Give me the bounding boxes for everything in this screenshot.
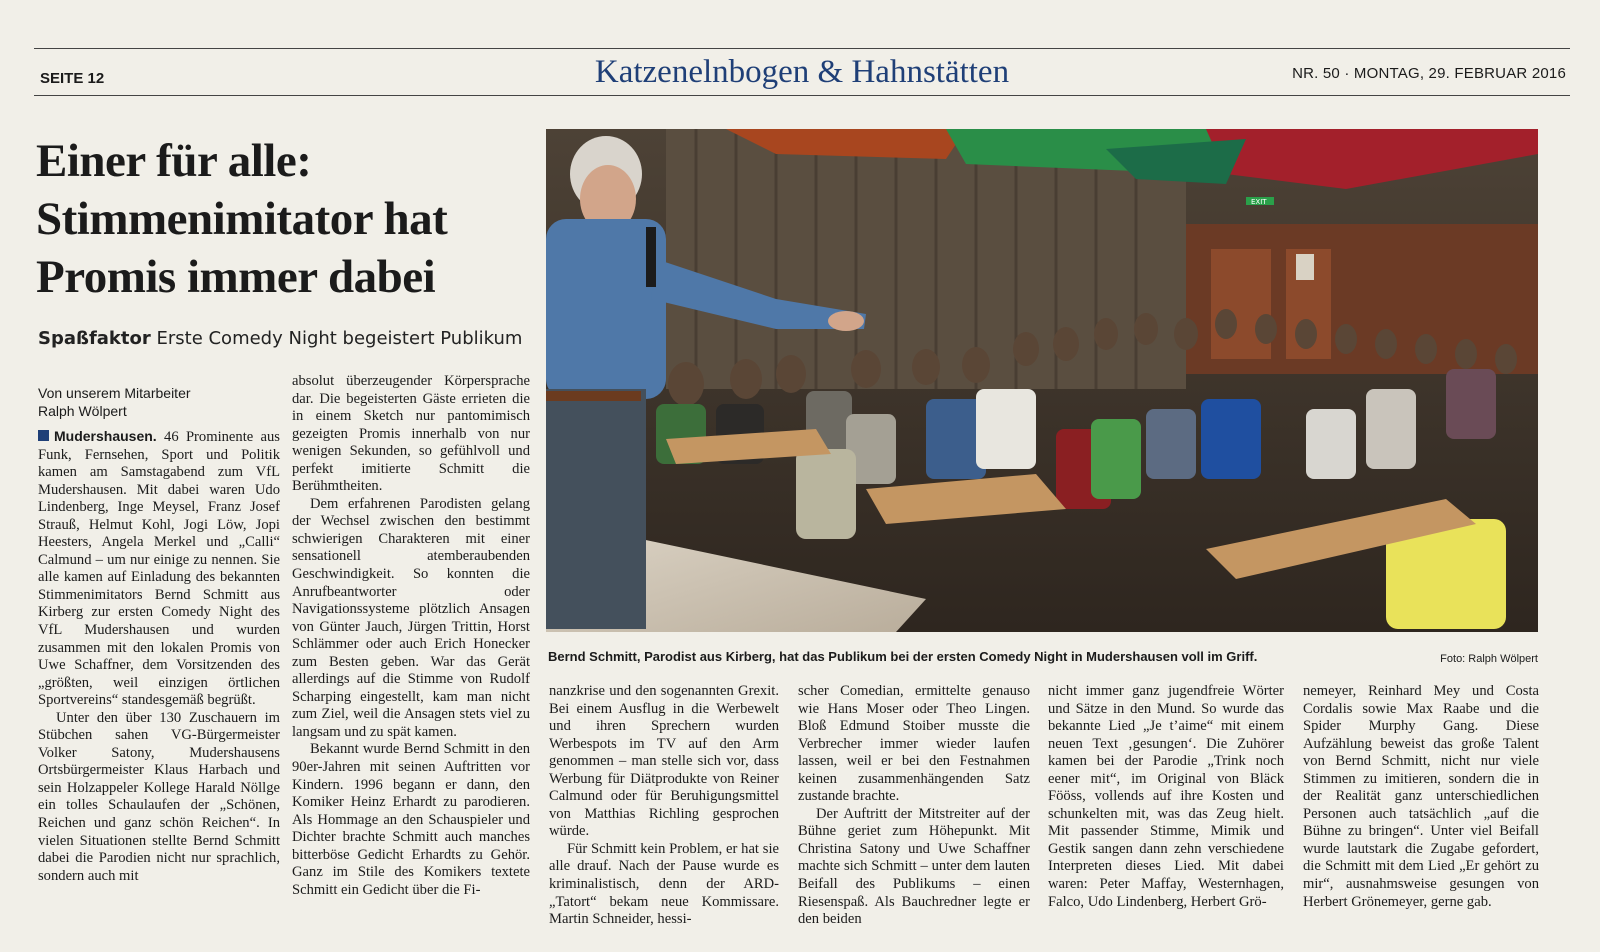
masthead xyxy=(34,52,1570,98)
top-rule xyxy=(34,48,1570,49)
paragraph: nicht immer ganz jugendfreie Wörter und Sätze in den Mund. So wurde das bekannte Lied „Je t’aime“ mit einem neuen Text ‚gesungen‘. Die Zuhörer kamen bei der Parodie „Trink noch eener mit“, im Original von Bläck Fööss, vollends auf ihre Kosten und schunkelten mit, was das Zeug hielt. Mit passender Stimme, Mimik und Gestik sangen dann zehn verschiedene Interpreten dieses Lied. Mit dabei waren: Peter Maffay, Westernhagen, Falco, Udo Lindenberg, Herbert Grö- xyxy=(1048,683,1284,910)
paragraph-text: 46 Prominente aus Funk, Fernsehen, Sport und Politik kamen am Samstagabend zum VfL Mudershausen. Mit dabei waren Udo Lindenberg, Inge Meysel, Franz Josef Strauß, Helmut Kohl, Jogi Löw, Jopi Heesters, Angela Merkel und „Calli“ Calmund – um nur einige zu nennen. Sie alle kamen auf Einladung des bekannten Stimmenimitators Bernd Schmitt aus Kirberg zur ersten Comedy Night des VfL Mudershausen und wurden zusammen mit den lokalen Promis von Uwe Schaffner, dem Vorsitzenden des „größten, weil einzigen örtlichen Sportvereins“ standesgemäß begrüßt. xyxy=(38,429,280,709)
article-column-6 xyxy=(1303,683,1539,911)
article-photo xyxy=(546,129,1538,632)
headline-line-1: Einer für alle: xyxy=(36,135,312,187)
paragraph: scher Comedian, ermittelte genauso wie Hans Moser oder Theo Lingen. Bloß Edmund Stoiber musste die Verbrecher immer wieder laufen lassen, weil er bei den Festnahmen keinen zusammenhängenden Satz zustande brachte. xyxy=(798,683,1030,805)
comedy-night-photo-illustration xyxy=(546,129,1538,632)
paragraph: Unter den über 130 Zuschauern im Stübchen sahen VG-Bürgermeister Volker Satony, Mudershausens Ortsbürgermeister Klaus Harbach und sein Holzappeler Kollege Harald Nöllge ein tolles Schaulaufen der „Schönen, Reichen und ganz schön Reichen“. In vielen Situationen stellte Bernd Schmitt dabei die Parodien nicht nur sprachlich, sondern auch mit xyxy=(38,709,280,884)
page-number: SEITE 12 xyxy=(40,70,105,87)
subtitle: Erste Comedy Night begeistert Publikum xyxy=(156,328,523,349)
paragraph: Der Auftritt der Mitstreiter auf der Bühne geriet zum Höhepunkt. Mit Christina Satony und Uwe Schaffner machte sich Schmitt – unter dem lauten Beifall des Publikums – einen Riesenspaß. Als Bauchredner legte er den beiden xyxy=(798,805,1030,928)
article-column-3 xyxy=(549,683,779,929)
paragraph: Bekannt wurde Bernd Schmitt in den 90er-Jahren mit seinen Auftritten vor Kindern. 1996 begann er dann, den Komiker Heinz Erhardt zu parodieren. Als Hommage an den Schauspieler und Dichter brachte Schmitt auch manches bitterböse Gedicht Erhardts zu Gehör. Ganz im Stile des Komikers textete Schmitt ein Gedicht über die Fi- xyxy=(292,741,530,898)
issue-date: NR. 50 · MONTAG, 29. FEBRUAR 2016 xyxy=(1292,65,1566,82)
dateline-square-icon xyxy=(38,430,49,441)
dateline: Mudershausen. xyxy=(54,428,157,444)
article-column-1 xyxy=(38,428,280,885)
article-column-5 xyxy=(1048,683,1284,911)
paragraph xyxy=(38,428,280,710)
region-title: Katzenelnbogen & Hahnstätten xyxy=(594,54,1010,90)
paragraph: Dem erfahrenen Parodisten gelang der Wechsel zwischen den bestimmt schwierigen Charakteren mit einer sensationell atemberaubenden Geschwindigkeit. So konnten die Anrufbeantworter oder Navigationssysteme plötzlich Ansagen von Günter Jauch, Jürgen Trittin, Horst Schlämmer oder auch Erich Honecker zum Besten geben. War das Gerät allerdings auf die Stimme von Rudolf Scharping eingestellt, kam man nicht zum Ziel, weil die Ansagen stets viel zu langsam und zu spät kamen. xyxy=(292,495,530,740)
paragraph: Für Schmitt kein Problem, er hat sie alle drauf. Nach der Pause wurde es kriminalistisch, denn der ARD-„Tatort“ bekam neue Kommissare. Martin Schneider, hessi- xyxy=(549,840,779,928)
photo-credit: Foto: Ralph Wölpert xyxy=(1440,653,1538,665)
article-column-2 xyxy=(292,373,530,899)
article-column-4 xyxy=(798,683,1030,929)
byline xyxy=(38,384,283,420)
kicker: Spaßfaktor xyxy=(38,328,151,349)
byline-author: Ralph Wölpert xyxy=(38,403,127,419)
headline-line-3: Promis immer dabei xyxy=(36,251,436,303)
headline xyxy=(36,132,536,306)
photo-caption: Bernd Schmitt, Parodist aus Kirberg, hat das Publikum bei der ersten Comedy Night in Mudershausen voll im Griff. xyxy=(548,649,1258,664)
headline-line-2: Stimmenimitator hat xyxy=(36,193,448,245)
paragraph: absolut überzeugender Körpersprache dar. Die begeisterten Gäste errieten die in einem Sketch nur pantomimisch gezeigten Promis innerhalb von nur wenigen Sekunden, so gefühlvoll und perfekt imitierte Schmitt die Berühmtheiten. xyxy=(292,373,530,495)
paragraph: nanzkrise und den sogenannten Grexit. Bei einem Ausflug in die Werbewelt und ihren Sprechern wurden Werbespots im TV auf den Arm genommen – man stelle sich vor, dass Werbung für Diätprodukte von Reiner Calmund oder für Beruhigungsmittel von Matthias Richling gesprochen würde. xyxy=(549,683,779,840)
paragraph: nemeyer, Reinhard Mey und Costa Cordalis sowie Max Raabe und die Spider Murphy Gang. Diese Aufzählung beweist das große Talent von Bernd Schmitt, nicht nur viele Stimmen zu imitieren, sondern die in der Realität ganz unterschiedlichen Personen auch tatsächlich „auf die Bühne zu bringen“. Unter viel Beifall wurde lautstark die Zugabe gefordert, die Schmitt mit dem Lied „Er gehört zu mir“, ausnahmsweise gesungen von Herbert Grönemeyer, gerne gab. xyxy=(1303,683,1539,910)
exit-sign: EXIT xyxy=(1251,198,1267,206)
byline-line-1: Von unserem Mitarbeiter xyxy=(38,385,191,401)
masthead-rule xyxy=(34,95,1570,96)
subheadline xyxy=(38,328,538,349)
